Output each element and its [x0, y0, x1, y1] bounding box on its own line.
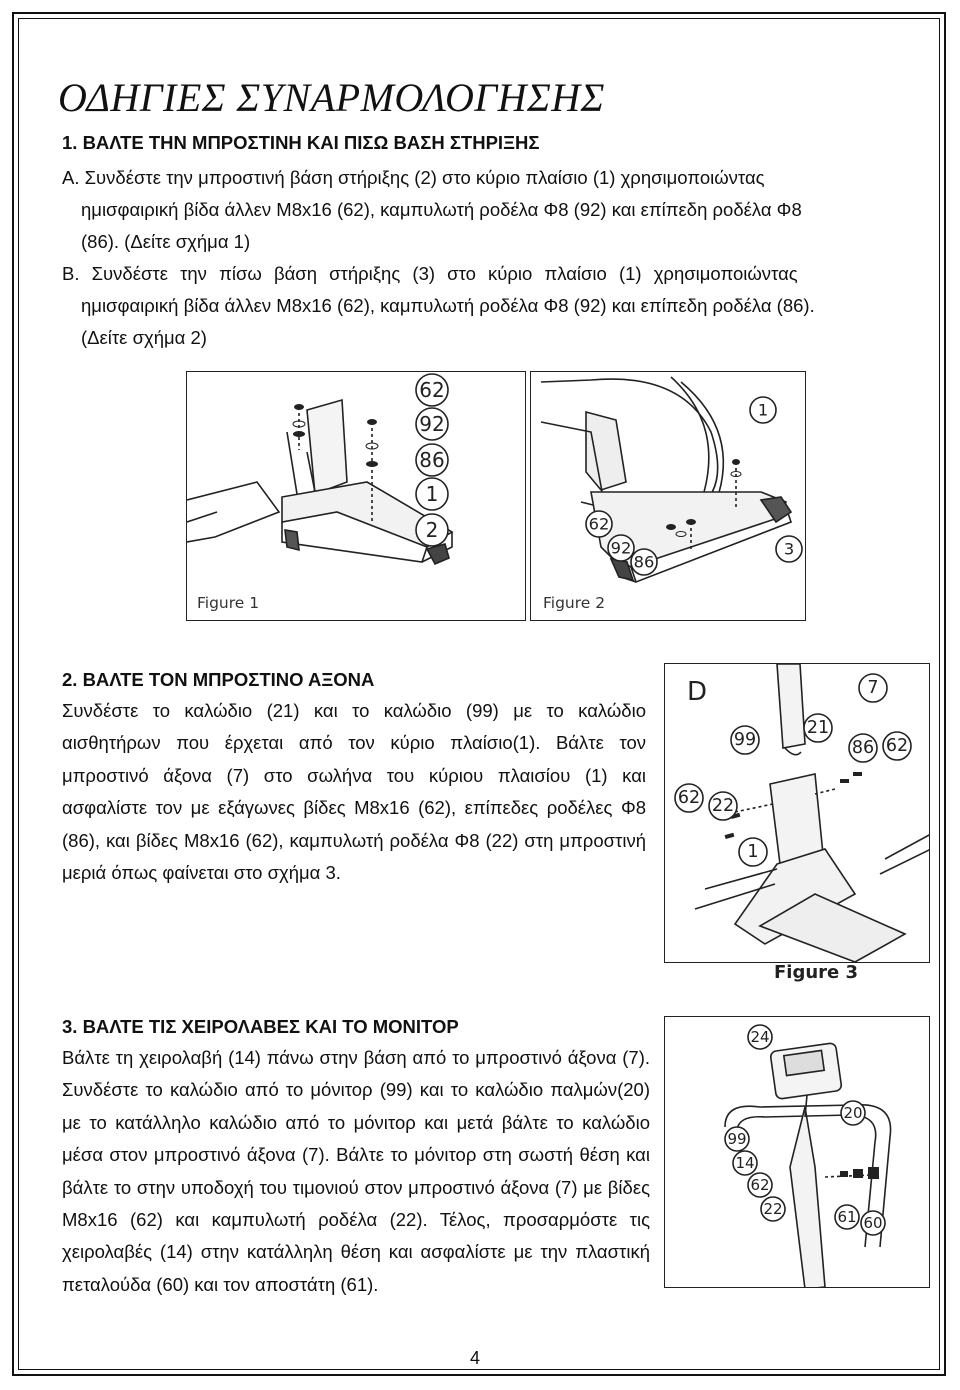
- figure2-callout-label: 62: [588, 514, 610, 534]
- figure-2: [530, 371, 806, 621]
- figure3-callout-label: 86: [851, 738, 875, 758]
- step1-heading: 1. ΒΑΛΤΕ ΤΗΝ ΜΠΡΟΣΤΙΝΗ ΚΑΙ ΠΙΣΩ ΒΑΣΗ ΣΤΗΡΙΞΗΣ: [62, 132, 540, 153]
- figure3-callout-label: 62: [677, 788, 701, 808]
- step1-b-line-3: (Δείτε σχήμα 2): [81, 327, 207, 348]
- step1-a-line-2: ημισφαιρική βίδα άλλεν Μ8x16 (62), καμπυλωτή ροδέλα Φ8 (92) και επίπεδη ροδέλα Φ8: [81, 199, 802, 220]
- step1-b-line-1: Β. Συνδέστε την πίσω βάση στήριξης (3) στο κύριο πλαίσιο (1) χρησιμοποιώντας: [62, 263, 798, 284]
- figure4-callout-label: 99: [727, 1130, 747, 1148]
- step1-a-line-1: Α. Συνδέστε την μπροστινή βάση στήριξης (2) στο κύριο πλαίσιο (1) χρησιμοποιώντας: [62, 167, 765, 188]
- figure3-callout-label: 99: [733, 730, 757, 750]
- step3-text: Βάλτε τη χειρολαβή (14) πάνω στην βάση από το μπροστινό άξονα (7). Συνδέστε το καλώδιο από το μόνιτορ (99) και το καλώδιο παλμών(20) με το κατάλληλο καλώδιο από το μόνιτορ και μετά βάλτε το καλώδιο μέσα στον μπροστινό άξονα (7). Βάλτε το μόνιτορ στη σωστή θέση και βάλτε το στην υποδοχή του τιμονιού στον μπροστινό άξονα (7) με βίδες Μ8x16 (62) και καμπυλωτή ροδέλα (22). Τέλος, προσαρμόστε τις χειρολαβές (14) στην κατάλληλη θέση και ασφαλίστε με την πλαστική πεταλούδα (60) και τον αποστάτη (61).: [62, 1047, 650, 1295]
- figure3-callout-label: 7: [867, 678, 879, 698]
- figure-2-drawing: [531, 372, 806, 621]
- figure1-callout-label: 62: [419, 378, 445, 402]
- figure1-callout-label: 86: [419, 448, 445, 472]
- figure4-callout-label: 24: [750, 1028, 770, 1046]
- figure-2-caption: Figure 2: [543, 594, 606, 612]
- step3-heading: 3. ΒΑΛΤΕ ΤΙΣ ΧΕΙΡΟΛΑΒΕΣ ΚΑΙ ΤΟ ΜΟΝΙΤΟΡ: [62, 1016, 459, 1037]
- figure-1-drawing: [187, 372, 526, 621]
- figure1-callout-label: 92: [419, 412, 445, 436]
- figure4-callout-label: 60: [863, 1214, 883, 1232]
- page-title: ΟΔΗΓΙΕΣ ΣΥΝΑΡΜΟΛΟΓΗΣΗΣ: [58, 75, 605, 120]
- figure2-callout-label: 86: [633, 552, 655, 572]
- figure4-callout-label: 22: [763, 1200, 783, 1218]
- figure2-callout-label: 1: [757, 400, 769, 420]
- step1-b-line-2: ημισφαιρική βίδα άλλεν Μ8x16 (62), καμπυλωτή ροδέλα Φ8 (92) και επίπεδη ροδέλα (86).: [81, 295, 815, 316]
- figure3-callout-label: 1: [747, 842, 759, 862]
- figure-4-drawing: [665, 1017, 930, 1288]
- step2-heading: 2. ΒΑΛΤΕ ΤΟΝ ΜΠΡΟΣΤΙΝΟ ΑΞΟΝΑ: [62, 669, 375, 690]
- figure-4: [664, 1016, 930, 1288]
- figure2-callout-label: 92: [610, 538, 632, 558]
- figure4-callout-label: 14: [735, 1154, 755, 1172]
- figure3-callout-label: 62: [885, 736, 909, 756]
- figure4-callout-label: 61: [837, 1208, 857, 1226]
- figure3-callout-label: 21: [806, 718, 830, 738]
- figure2-callout-label: 3: [783, 539, 795, 559]
- figure-3-letter: D: [687, 677, 708, 707]
- figure-3: [664, 663, 930, 963]
- figure-3-drawing: [665, 664, 930, 963]
- figure-1-caption: Figure 1: [197, 594, 260, 612]
- step2-text: Συνδέστε το καλώδιο (21) και το καλώδιο (99) με το καλώδιο αισθητήρων που έρχεται από τον κύριο πλαίσιο(1). Βάλτε τον μπροστινό άξονα (7) στο σωλήνα του κύριου πλαισίου (1) και ασφαλίστε τον με εξάγωνες βίδες Μ8x16 (62), επίπεδες ροδέλες Φ8 (86), και βίδες Μ8x16 (62), καμπυλωτή ροδέλα Φ8 (22) στη μπροστινή μεριά όπως φαίνεται στο σχήμα 3.: [62, 700, 646, 884]
- figure3-callout-label: 22: [711, 796, 735, 816]
- figure-1: [186, 371, 526, 621]
- figure-3-caption: Figure 3: [774, 962, 859, 983]
- figure4-callout-label: 20: [843, 1104, 863, 1122]
- step1-a-line-3: (86). (Δείτε σχήμα 1): [81, 231, 251, 252]
- figure1-callout-label: 1: [425, 482, 439, 506]
- figure4-callout-label: 62: [750, 1176, 770, 1194]
- figure1-callout-label: 2: [425, 518, 439, 542]
- page-number: 4: [470, 1348, 481, 1368]
